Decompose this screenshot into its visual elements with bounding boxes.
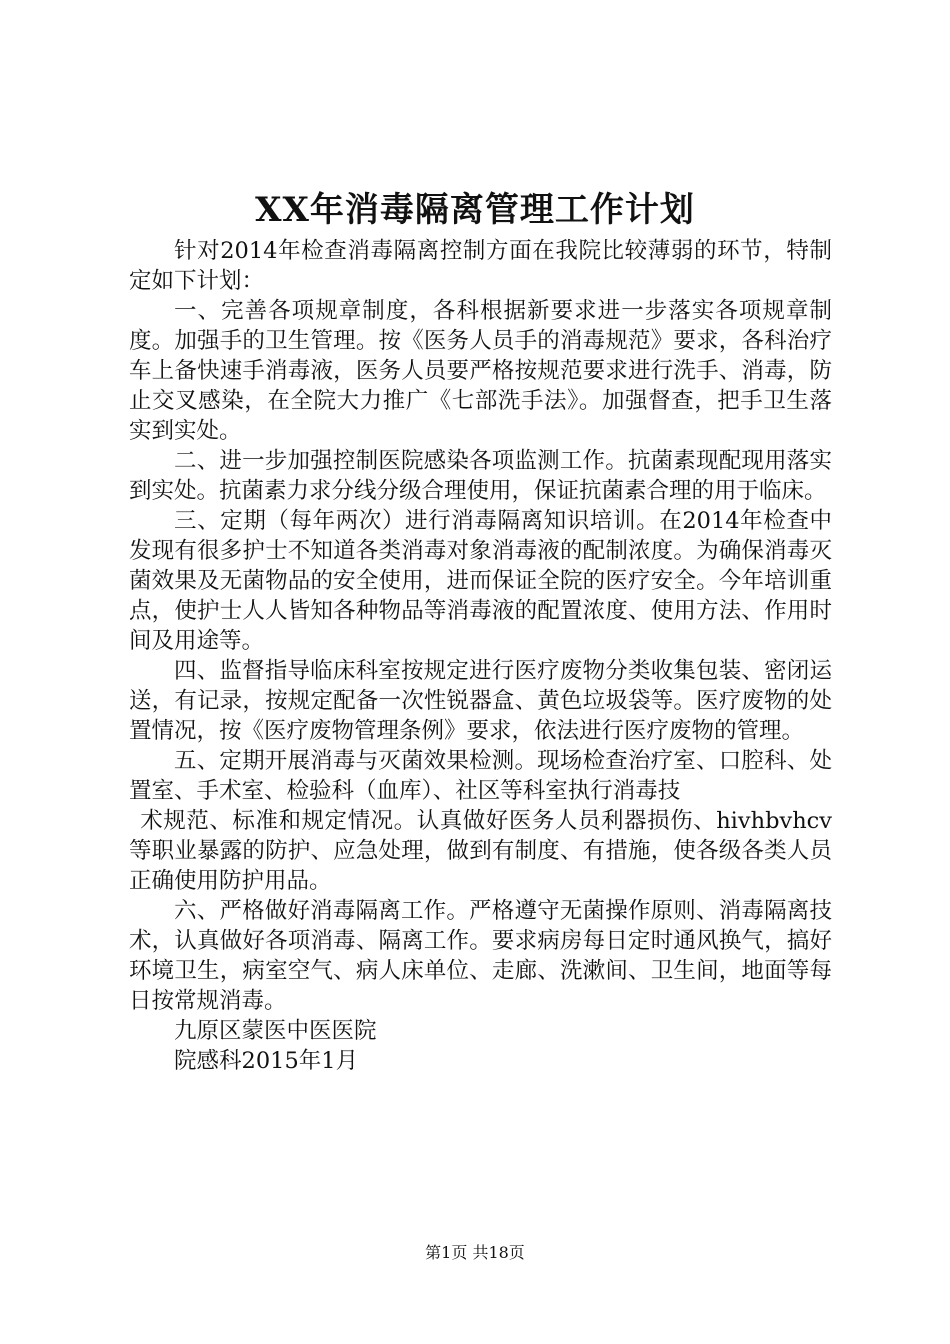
item-2-paragraph: 二、进一步加强控制医院感染各项监测工作。抗菌素现配现用落实到实处。抗菌素力求分线分级合理使用，保证抗菌素合理的用于临床。 — [129, 448, 832, 504]
item-1-paragraph: 一、完善各项规章制度，各科根据新要求进一步落实各项规章制度。加强手的卫生管理。按《医务人员手的消毒规范》要求，各科治疗车上备快速手消毒液，医务人员要严格按规范要求进行洗手、消毒，防止交叉感染，在全院大力推广《七部洗手法》。加强督查，把手卫生落实到实处。 — [129, 298, 832, 444]
intro-paragraph: 针对2014年检查消毒隔离控制方面在我院比较薄弱的环节，特制定如下计划： — [129, 238, 832, 294]
signature-department-date: 院感科2015年1月 — [174, 1048, 359, 1074]
item-4-paragraph: 四、监督指导临床科室按规定进行医疗废物分类收集包装、密闭运送，有记录，按规定配备一次性锐器盒、黄色垃圾袋等。医疗废物的处置情况，按《医疗废物管理条例》要求，依法进行医疗废物的管理。 — [129, 658, 832, 744]
document-title: XX年消毒隔离管理工作计划 — [255, 190, 695, 230]
item-5-paragraph: 五、定期开展消毒与灭菌效果检测。现场检查治疗室、口腔科、处置室、手术室、检验科（血库）、社区等科室执行消毒技 — [129, 748, 832, 804]
document-body — [129, 236, 832, 1076]
signature-organization: 九原区蒙医中医医院 — [174, 1018, 377, 1044]
page-footer: 第1页 共18页 — [425, 1243, 525, 1262]
item-5-continuation-paragraph: 术规范、标准和规定情况。认真做好医务人员利器损伤、hivhbvhcv等职业暴露的防护、应急处理，做到有制度、有措施，使各级各类人员正确使用防护用品。 — [129, 808, 832, 894]
item-6-paragraph: 六、严格做好消毒隔离工作。严格遵守无菌操作原则、消毒隔离技术，认真做好各项消毒、隔离工作。要求病房每日定时通风换气，搞好环境卫生，病室空气、病人床单位、走廊、洗漱间、卫生间，地面等每日按常规消毒。 — [129, 898, 832, 1014]
item-3-paragraph: 三、定期（每年两次）进行消毒隔离知识培训。在2014年检查中发现有很多护士不知道各类消毒对象消毒液的配制浓度。为确保消毒灭菌效果及无菌物品的安全使用，进而保证全院的医疗安全。今年培训重点，使护士人人皆知各种物品等消毒液的配置浓度、使用方法、作用时间及用途等。 — [129, 508, 832, 654]
